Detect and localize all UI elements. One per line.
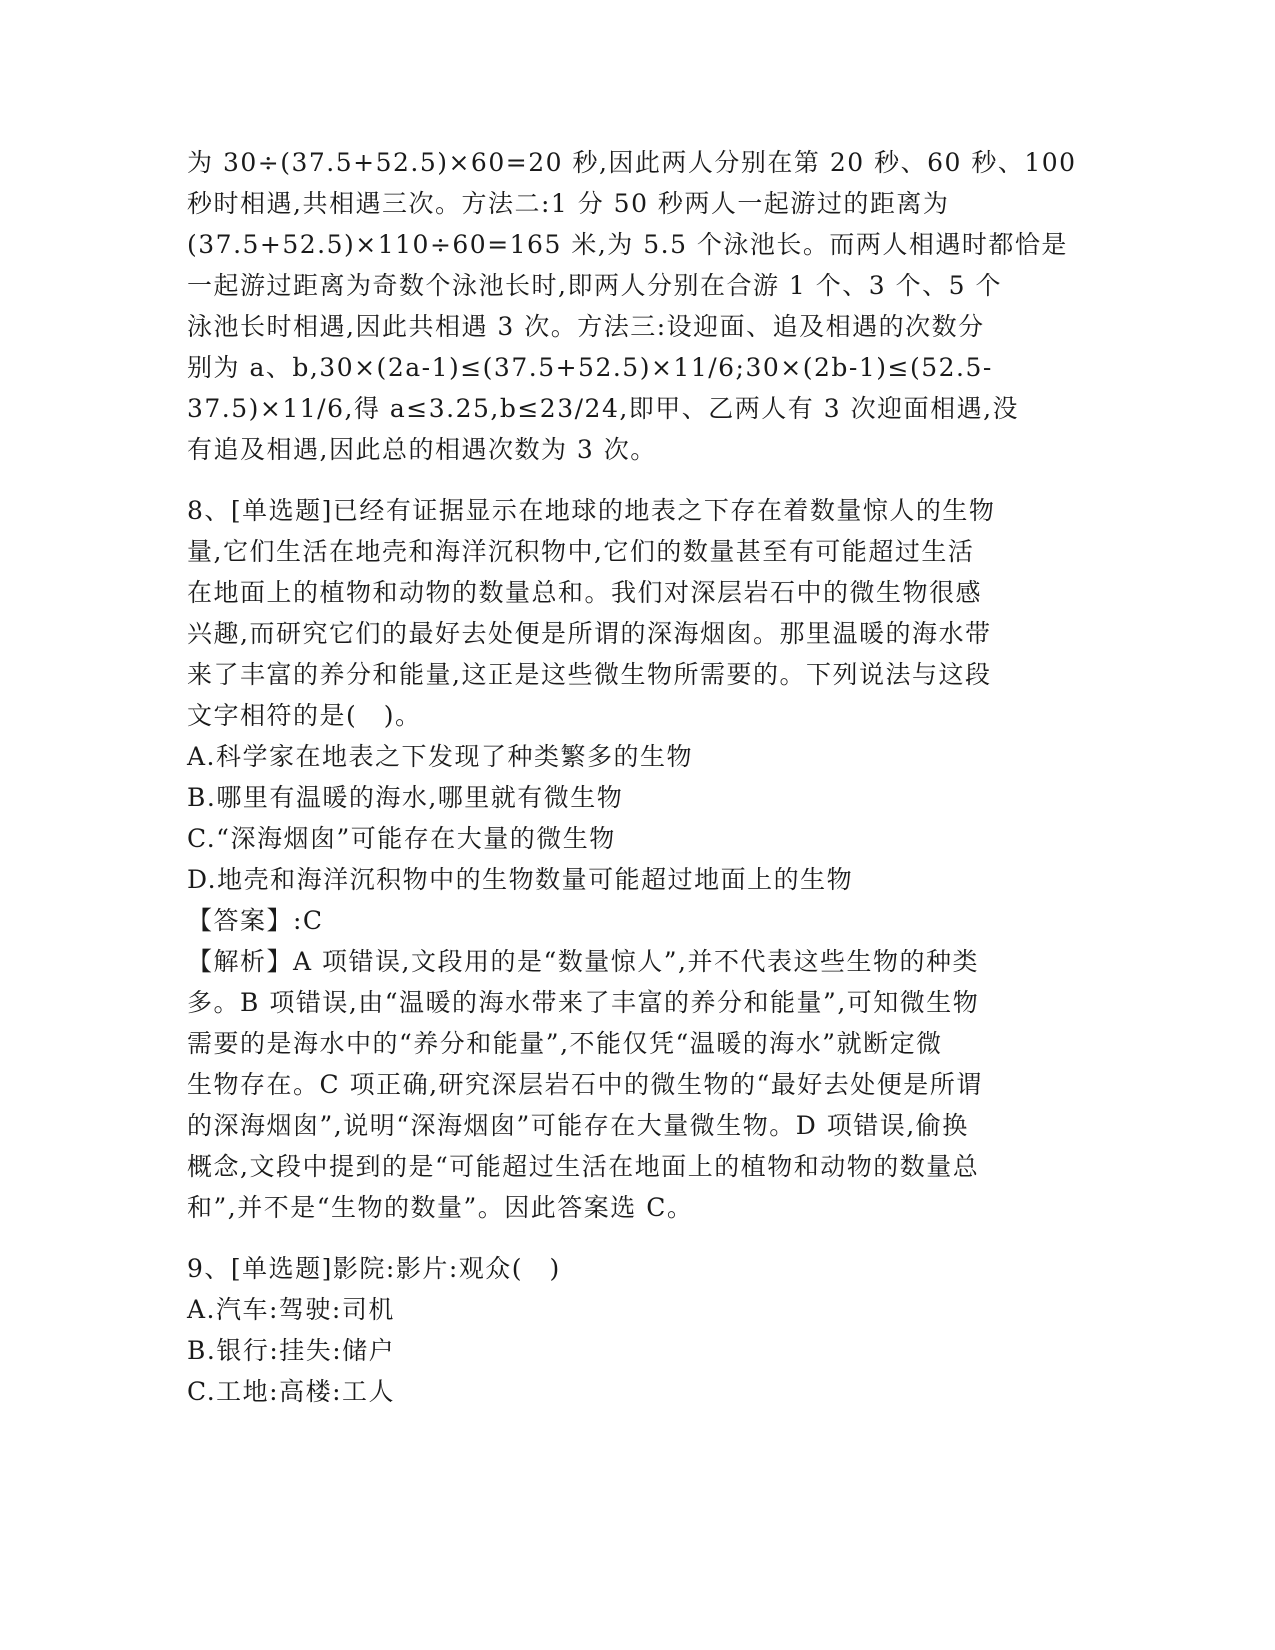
q8-stem-line: 文字相符的是( )。	[187, 701, 422, 730]
q8-analysis-line: 的深海烟囱”,说明“深海烟囱”可能存在大量微生物。D 项错误,偷换	[187, 1111, 969, 1140]
q9-stem: 9、[单选题]影院:影片:观众( )	[187, 1254, 561, 1283]
q8-answer: 【答案】:C	[187, 906, 324, 935]
q7-explanation-line: 泳池长时相遇,因此共相遇 3 次。方法三:设迎面、追及相遇的次数分	[187, 312, 985, 341]
q8-stem-line: 量,它们生活在地壳和海洋沉积物中,它们的数量甚至有可能超过生活	[187, 537, 975, 566]
q7-explanation-line: (37.5+52.5)×110÷60=165 米,为 5.5 个泳池长。而两人相遇时都恰是	[187, 230, 1068, 259]
q8-analysis-line: 和”,并不是“生物的数量”。因此答案选 C。	[187, 1193, 694, 1222]
q9-option-b: B.银行:挂失:储户	[187, 1336, 396, 1365]
q7-explanation-line: 有追及相遇,因此总的相遇次数为 3 次。	[187, 435, 657, 464]
q7-explanation-line: 一起游过距离为奇数个泳池长时,即两人分别在合游 1 个、3 个、5 个	[187, 271, 1002, 300]
q8-option-c: C.“深海烟囱”可能存在大量的微生物	[187, 824, 616, 853]
q8-stem-line: 8、[单选题]已经有证据显示在地球的地表之下存在着数量惊人的生物	[187, 496, 996, 525]
q8-option-b: B.哪里有温暖的海水,哪里就有微生物	[187, 783, 624, 812]
q8-option-a: A.科学家在地表之下发现了种类繁多的生物	[187, 742, 694, 771]
q8-stem-line: 来了丰富的养分和能量,这正是这些微生物所需要的。下列说法与这段	[187, 660, 992, 689]
q7-explanation-line: 秒时相遇,共相遇三次。方法二:1 分 50 秒两人一起游过的距离为	[187, 189, 950, 218]
q8-stem-line: 兴趣,而研究它们的最好去处便是所谓的深海烟囱。那里温暖的海水带	[187, 619, 992, 648]
q7-explanation-line: 为 30÷(37.5+52.5)×60=20 秒,因此两人分别在第 20 秒、60 秒、100	[187, 148, 1077, 177]
q7-explanation-line: 37.5)×11/6,得 a≤3.25,b≤23/24,即甲、乙两人有 3 次迎面相遇,没	[187, 394, 1020, 423]
q8-analysis-line: 多。B 项错误,由“温暖的海水带来了丰富的养分和能量”,可知微生物	[187, 988, 980, 1017]
q9-option-a: A.汽车:驾驶:司机	[187, 1295, 395, 1324]
q8-analysis-line: 【解析】A 项错误,文段用的是“数量惊人”,并不代表这些生物的种类	[187, 947, 979, 976]
q8-stem-line: 在地面上的植物和动物的数量总和。我们对深层岩石中的微生物很感	[187, 578, 983, 607]
q8-option-d: D.地壳和海洋沉积物中的生物数量可能超过地面上的生物	[187, 865, 854, 894]
q8-analysis-line: 需要的是海水中的“养分和能量”,不能仅凭“温暖的海水”就断定微	[187, 1029, 943, 1058]
q9-option-c: C.工地:高楼:工人	[187, 1377, 396, 1406]
q8-analysis-line: 概念,文段中提到的是“可能超过生活在地面上的植物和动物的数量总	[187, 1152, 980, 1181]
q7-explanation-line: 别为 a、b,30×(2a-1)≤(37.5+52.5)×11/6;30×(2b-1)≤(52.5-	[187, 353, 993, 382]
q8-analysis-line: 生物存在。C 项正确,研究深层岩石中的微生物的“最好去处便是所谓	[187, 1070, 983, 1099]
